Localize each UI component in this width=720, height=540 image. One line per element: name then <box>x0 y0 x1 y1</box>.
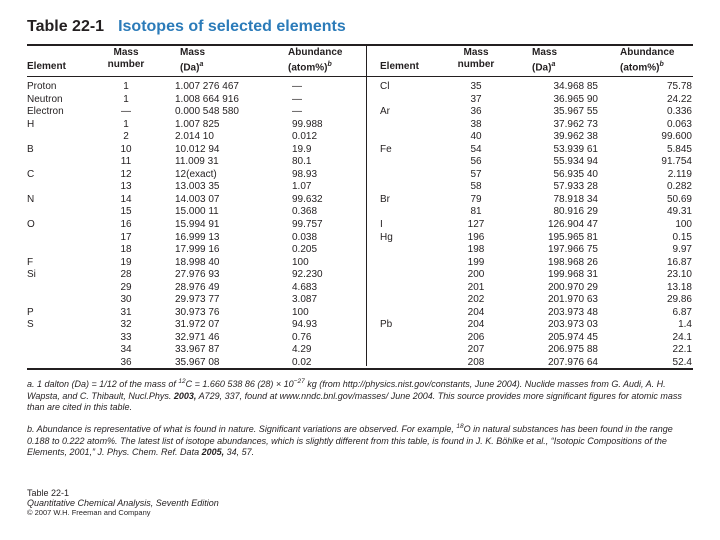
table-cell: 0.205 <box>292 244 318 256</box>
table-cell <box>27 244 87 257</box>
table-cell: 99.632 <box>292 193 323 205</box>
table-cell: 16.87 <box>666 256 692 268</box>
table-cell: 195.965 81 <box>547 231 598 243</box>
table-cell: 12(exact) <box>175 168 217 180</box>
header-abundance-line2: (atom%) <box>288 62 328 74</box>
table-cell: 197.966 75 <box>547 244 598 256</box>
table-cell: 200.970 29 <box>547 281 598 293</box>
table-cell <box>380 332 430 345</box>
table-cell: 80.916 29 <box>553 206 598 218</box>
table-cell: 204 <box>467 306 485 318</box>
table-cell: 196 <box>467 231 485 243</box>
table-cell: B <box>27 143 34 155</box>
table-cell: — <box>292 106 302 118</box>
table-cell: 29.86 <box>666 294 692 306</box>
table-cell: 205.974 45 <box>547 331 598 343</box>
column-divider <box>366 46 367 366</box>
table-cell: 126.904 47 <box>547 219 598 231</box>
header-abundance-right-sup: b <box>659 61 664 68</box>
table-cell: 38 <box>470 118 482 130</box>
table-cell: 3.087 <box>292 294 318 306</box>
table-cell: 14.003 07 <box>175 193 220 205</box>
header-abundance-right-line1: Abundance <box>620 47 675 58</box>
table-cell: 80.1 <box>292 156 312 168</box>
table-cell: 29.973 77 <box>175 294 220 306</box>
table-cell: O <box>27 219 35 231</box>
table-cell: Pb <box>380 319 393 331</box>
table-cell: 40 <box>470 131 482 143</box>
table-cell: 50.69 <box>666 193 692 205</box>
table-cell <box>380 206 430 219</box>
table-cell: 57 <box>470 168 482 180</box>
table-cell: 34 <box>120 344 132 356</box>
table-cell: Proton <box>27 81 57 92</box>
table-cell <box>380 257 430 270</box>
header-mass-number-right-line1: Mass <box>463 47 489 58</box>
table-cell: 27.976 93 <box>175 269 220 281</box>
table-cell: 127 <box>467 219 485 231</box>
table-cell: 37 <box>470 93 482 105</box>
table-cell <box>380 94 430 107</box>
table-cell: 6.87 <box>672 306 692 318</box>
table-cell: 1 <box>123 81 129 92</box>
caption <box>27 488 219 518</box>
table-cell: 0.336 <box>666 106 692 118</box>
table-cell <box>380 181 430 194</box>
table-cell: 30.973 76 <box>175 306 220 318</box>
table-cell: 1.008 664 916 <box>175 93 239 105</box>
caption-book-title: Quantitative Chemical Analysis, Seventh Edition <box>27 498 219 508</box>
table-cell <box>380 294 430 307</box>
table-cell: 36.965 90 <box>553 93 598 105</box>
table-cell: 34.968 85 <box>553 81 598 92</box>
table-cell: 0.368 <box>292 206 318 218</box>
table-cell: 1 <box>123 93 129 105</box>
header-rule <box>27 76 693 77</box>
table-cell: 0.038 <box>292 231 318 243</box>
table-cell <box>27 206 87 219</box>
header-mass-number-right <box>446 47 506 71</box>
header-mass-da-right-sup: a <box>551 61 556 68</box>
table-cell <box>380 169 430 182</box>
table-cell: 24.22 <box>666 93 692 105</box>
table-cell: 13 <box>120 181 132 193</box>
table-cell: 91.754 <box>661 156 692 168</box>
table-cell: 53.939 61 <box>553 143 598 155</box>
header-mass-da-right-line2: (Da) <box>532 62 552 74</box>
header-abundance <box>288 47 342 74</box>
table-cell: S <box>27 319 34 331</box>
table-cell: 52.4 <box>672 357 692 369</box>
table-cell: 1.07 <box>292 181 312 193</box>
table-number: Table 22-1 <box>27 18 105 35</box>
table-cell: 4.683 <box>292 281 318 293</box>
table-cell: 198 <box>467 244 485 256</box>
table-cell: 2 <box>123 131 129 143</box>
table-cell: 12 <box>120 168 132 180</box>
table-cell: 15.000 11 <box>175 206 219 218</box>
header-mass-da-right-line1: Mass <box>532 47 558 58</box>
right-abundance-column <box>620 81 692 370</box>
table-cell: 19 <box>120 256 132 268</box>
table-cell: 1.4 <box>678 319 692 331</box>
table-cell: Cl <box>380 81 390 92</box>
table-cell: F <box>27 256 34 268</box>
table-cell: 98.93 <box>292 168 318 180</box>
table-cell <box>27 357 87 370</box>
left-element-column <box>27 81 87 370</box>
caption-copyright: © 2007 W.H. Freeman and Company <box>27 508 151 517</box>
table-cell: 198.968 26 <box>547 256 598 268</box>
table-cell: 1 <box>123 118 129 130</box>
table-cell: 75.78 <box>666 81 692 92</box>
table-cell <box>380 307 430 320</box>
table-cell: 23.10 <box>666 269 692 281</box>
table-cell: 57.933 28 <box>553 181 598 193</box>
table-cell: 206 <box>467 331 485 343</box>
table-cell: H <box>27 118 35 130</box>
table-cell: 0.282 <box>666 181 692 193</box>
table-cell: 203.973 48 <box>547 306 598 318</box>
table-cell: — <box>121 106 131 118</box>
table-cell: 208 <box>467 357 485 369</box>
table-cell: 13.003 35 <box>175 181 220 193</box>
table-cell: — <box>292 93 302 105</box>
table-cell <box>380 282 430 295</box>
table-cell: 24.1 <box>672 331 692 343</box>
table-cell: P <box>27 306 34 318</box>
table-cell: 2.119 <box>667 168 692 180</box>
table-cell <box>27 232 87 245</box>
table-cell: 200 <box>467 269 485 281</box>
table-cell: 28 <box>120 269 132 281</box>
table-cell: 5.845 <box>666 143 692 155</box>
table-cell: 36 <box>470 106 482 118</box>
table-cell: 31 <box>120 306 132 318</box>
table-cell: 10 <box>120 143 132 155</box>
table-cell: Neutron <box>27 93 63 105</box>
table-cell: 204 <box>467 319 485 331</box>
header-mass-da-line1: Mass <box>180 47 206 58</box>
table-cell <box>27 332 87 345</box>
table-cell: 199.968 31 <box>547 269 598 281</box>
table-cell: 10.012 94 <box>175 143 220 155</box>
table-title-text: Isotopes of selected elements <box>118 18 346 35</box>
table-cell: 2.014 10 <box>175 131 214 143</box>
table-cell: 1.007 276 467 <box>175 81 239 92</box>
table-cell: 19.9 <box>292 143 312 155</box>
table-cell: 0.063 <box>666 118 692 130</box>
header-mass-da-sup: a <box>199 61 204 68</box>
table-cell: 37.962 73 <box>553 118 598 130</box>
table-cell: 99.988 <box>292 118 323 130</box>
left-mass-column <box>175 81 265 370</box>
table-cell <box>380 344 430 357</box>
table-cell: I <box>380 219 383 231</box>
table-cell: 56 <box>470 156 482 168</box>
header-mass-number-line1: Mass <box>113 47 139 58</box>
table-cell: Br <box>380 193 390 205</box>
table-cell: 58 <box>470 181 482 193</box>
table-cell <box>27 131 87 144</box>
table-cell: 28.976 49 <box>175 281 220 293</box>
table-cell: 207.976 64 <box>547 357 598 369</box>
table-cell: 22.1 <box>672 344 692 356</box>
table-cell: 1.007 825 <box>175 118 220 130</box>
table-cell: 35.967 55 <box>553 106 598 118</box>
table-cell: 100 <box>292 256 309 268</box>
table-cell: 199 <box>467 256 485 268</box>
table-cell: 81 <box>470 206 482 218</box>
table-cell: 15 <box>120 206 132 218</box>
table-cell: 16 <box>120 219 132 231</box>
table-cell: 13.18 <box>666 281 692 293</box>
table-cell: 202 <box>467 294 485 306</box>
table-cell: 35 <box>470 81 482 92</box>
table-cell: 15.994 91 <box>175 219 220 231</box>
table-cell: 17 <box>120 231 132 243</box>
table-cell: 32 <box>120 319 132 331</box>
table-cell: 92.230 <box>292 269 323 281</box>
header-mass-number <box>96 47 156 71</box>
table-cell: 78.918 34 <box>553 193 598 205</box>
table-cell: 35.967 08 <box>175 357 220 369</box>
table-cell: C <box>27 168 35 180</box>
table-cell: Hg <box>380 231 393 243</box>
table-cell: 201 <box>467 281 485 293</box>
table-cell: N <box>27 193 35 205</box>
table-cell: 0.02 <box>292 357 312 369</box>
table-cell: 203.973 03 <box>547 319 598 331</box>
table-cell <box>27 181 87 194</box>
table-cell: Ar <box>380 106 390 118</box>
table-cell <box>380 269 430 282</box>
table-cell: 100 <box>292 306 309 318</box>
header-mass-da <box>180 47 205 74</box>
table-cell: 55.934 94 <box>553 156 598 168</box>
table-cell: 30 <box>120 294 132 306</box>
table-cell: 206.975 88 <box>547 344 598 356</box>
footnote-b: b. Abundance is representative of what is found in nature. Significant variations are observed. For example, $^{18}$O in natural substances has been found in the range 0.188 to 0.222 atom%. The latest list of isotope abundances, which is slightly different from this table, is found in J. K. Böhlke et al., “Isotopic Compositions of the Elements, 2001,” J. Phys. Chem. Ref. Data 2005, 34, 57. <box>27 423 673 457</box>
header-mass-number-right-line2: number <box>457 59 495 70</box>
table-cell <box>27 294 87 307</box>
top-rule <box>27 44 693 46</box>
table-cell: — <box>292 81 302 92</box>
table-cell: 4.29 <box>292 344 312 356</box>
table-cell: 18.998 40 <box>175 256 220 268</box>
table-cell <box>380 244 430 257</box>
header-abundance-line1: Abundance <box>288 47 343 58</box>
table-cell: 0.000 548 580 <box>175 106 239 118</box>
left-abundance-column <box>292 81 352 370</box>
table-cell <box>380 119 430 132</box>
table-cell: 9.97 <box>672 244 692 256</box>
table-cell <box>380 131 430 144</box>
table-cell: 94.93 <box>292 319 318 331</box>
table-cell: Si <box>27 269 36 281</box>
right-mass-number-column <box>446 81 506 370</box>
table-cell: 56.935 40 <box>553 168 598 180</box>
table-cell: 54 <box>470 143 482 155</box>
header-abundance-right-line2: (atom%) <box>620 62 660 74</box>
table-cell: 33.967 87 <box>175 344 220 356</box>
header-mass-da-right <box>532 47 557 74</box>
header-abundance-sup: b <box>327 61 332 68</box>
table-cell: 11.009 31 <box>175 156 219 168</box>
table-cell: 201.970 63 <box>547 294 598 306</box>
table-cell: 100 <box>675 219 692 231</box>
table-cell: 36 <box>120 357 132 369</box>
footnote-a: a. 1 dalton (Da) = 1/12 of the mass of $^{12}$C = 1.660 538 86 $(28) \times 10^{-27}$ kg (from http://physics.nist.gov/constants, June 2004). Nuclide masses from G. Audi, A. H. Wapsta, and C. Thibault, Nucl.Phys. 2003, A729, 337, found at www.nndc.bnl.gov/masses/ June 2004. This source provides more significant figures for atomic mass than are cited in this table. <box>27 378 682 412</box>
table-cell: 49.31 <box>666 206 692 218</box>
table-cell: 17.999 16 <box>175 244 220 256</box>
right-mass-column <box>520 81 598 370</box>
table-cell: 29 <box>120 281 132 293</box>
header-mass-da-line2: (Da) <box>180 62 200 74</box>
table-cell: 32.971 46 <box>175 331 220 343</box>
header-element-right: Element <box>380 61 419 72</box>
table-cell: 16.999 13 <box>175 231 220 243</box>
header-abundance-right <box>620 47 674 74</box>
table-cell: 31.972 07 <box>175 319 220 331</box>
table-cell: Fe <box>380 143 392 155</box>
table-cell <box>380 357 430 370</box>
right-element-column <box>380 81 430 370</box>
table-cell: 18 <box>120 244 132 256</box>
left-mass-number-column <box>96 81 156 370</box>
table-cell <box>27 282 87 295</box>
table-cell: 79 <box>470 193 482 205</box>
table-cell: Electron <box>27 106 64 118</box>
table-cell: 14 <box>120 193 132 205</box>
header-mass-number-line2: number <box>107 59 145 70</box>
table-cell: 11 <box>120 156 132 168</box>
table-cell: 99.757 <box>292 219 323 231</box>
table-cell <box>380 156 430 169</box>
table-title <box>27 18 346 36</box>
table-cell: 39.962 38 <box>553 131 598 143</box>
caption-table-number: Table 22-1 <box>27 488 70 498</box>
header-element: Element <box>27 61 66 72</box>
table-cell: 99.600 <box>661 131 692 143</box>
table-cell <box>27 156 87 169</box>
table-cell: 0.15 <box>672 231 692 243</box>
table-cell: 33 <box>120 331 132 343</box>
table-cell: 0.76 <box>292 331 312 343</box>
table-cell: 0.012 <box>292 131 318 143</box>
table-cell <box>27 344 87 357</box>
table-cell: 207 <box>467 344 485 356</box>
